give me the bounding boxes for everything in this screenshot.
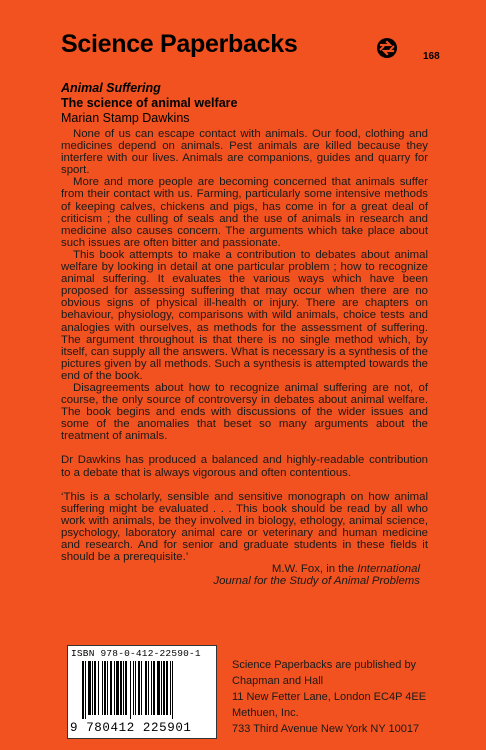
publisher-line: Methuen, Inc. [232, 707, 299, 719]
barcode-icon [80, 661, 208, 719]
isbn-label: ISBN 978-0-412-22590-1 [71, 648, 201, 659]
attribution-journal: International [357, 563, 420, 576]
publisher-line: 733 Third Avenue New York NY 10017 [232, 723, 420, 735]
series-title: Science Paperbacks [61, 30, 298, 58]
blurb-paragraph: Dr Dawkins has produced a balanced and highly-readable contribution to a debate that is always vigorous and often contentious. [61, 454, 428, 479]
blurb-paragraph: This book attempts to make a contribution to debates about animal welfare by looking in detail at one particular problem ; how to recognize animal suffering. It evaluates the various ways which have been proposed for assessing suffering that may occur when there are no obvious signs of physical ill-health or injury. There are chapters on behaviour, physiology, comparisons with wild animals, choice tests and analogies with ourselves, as methods for the assessment of suffering. The argument throughout is that there is no single method which, by itself, can supply all the answers. What is necessary is a synthesis of the pictures given by all methods. Such a synthesis is attempted towards the end of the book. [61, 248, 428, 382]
barcode-digits: 9 780412 225901 [70, 721, 192, 735]
book-title: Animal Suffering [61, 81, 161, 95]
attribution-name: M.W. Fox, in the [271, 563, 355, 576]
review-quote: ‘This is a scholarly, sensible and sensitive monograph on how animal suffering might be evaluated . . . This book should be read by all who work with animals, be they involved in biology, ethology, animal science, psychology, laboratory animal care or veterinary and human medicine and research. And for senior and graduate students in these fields it should be a prerequisite.’ [61, 490, 428, 564]
book-author: Marian Stamp Dawkins [61, 111, 190, 125]
publisher-line: Science Paperbacks are published by [232, 659, 417, 671]
publisher-line: Chapman and Hall [232, 675, 324, 687]
blurb-paragraph: None of us can escape contact with animals. Our food, clothing and medicines depend on animals. Pest animals are killed because they interfere with our lives. Animals are companions, guides and quarry for sport. [61, 128, 428, 177]
quote-attribution [61, 563, 428, 587]
science-paperbacks-logo-icon [376, 37, 398, 59]
blurb-body [61, 128, 428, 587]
blurb-paragraph: Disagreements about how to recognize animal suffering are not, of course, the only source of controversy in debates about animal welfare. The book begins and ends with discussions of the wider issues and some of the anomalies that beset so many arguments about the treatment of animals. [61, 381, 428, 443]
barcode-box [67, 645, 217, 739]
publisher-line: 11 New Fetter Lane, London EC4P 4EE [232, 691, 427, 703]
attribution-journal: Journal for the Study of Animal Problems [213, 575, 420, 588]
publisher-info [232, 657, 444, 737]
blurb-paragraph: More and more people are becoming concerned that animals suffer from their contact with us. Farming, particularly some intensive methods of keeping calves, chickens and pigs, has come in for a great deal of criticism ; the culling of seals and the use of animals in research and medicine also causes concern. The arguments which take place about such issues are often bitter and passionate. [61, 176, 428, 249]
series-number: 168 [423, 51, 440, 62]
book-subtitle: The science of animal welfare [61, 96, 238, 110]
